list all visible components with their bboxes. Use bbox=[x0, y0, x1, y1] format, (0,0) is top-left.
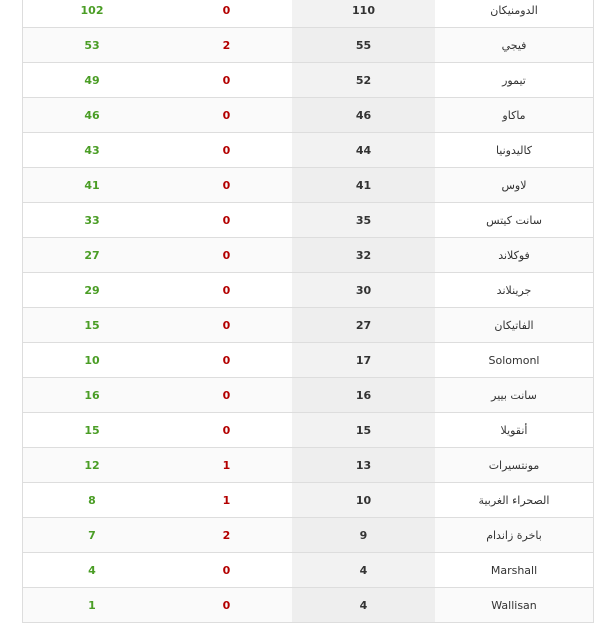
cases-cell: 15 bbox=[292, 413, 435, 447]
deaths-cell: 0 bbox=[222, 73, 231, 87]
table-row bbox=[23, 448, 593, 483]
cases-cell: 32 bbox=[292, 238, 435, 272]
deaths-cell: 2 bbox=[222, 38, 231, 52]
cases-cell: 41 bbox=[292, 168, 435, 202]
country-stats-table bbox=[22, 0, 594, 623]
cases-cell: 46 bbox=[292, 98, 435, 132]
deaths-cell: 0 bbox=[222, 143, 231, 157]
country-cell: الفاتيكان bbox=[494, 318, 534, 332]
country-cell: Wallisan bbox=[491, 598, 537, 612]
deaths-cell: 0 bbox=[222, 388, 231, 402]
table-row bbox=[23, 483, 593, 518]
deaths-cell: 0 bbox=[222, 178, 231, 192]
recovered-cell: 10 bbox=[84, 353, 100, 367]
deaths-cell: 0 bbox=[222, 213, 231, 227]
country-cell: ماكاو bbox=[502, 108, 526, 122]
table-row bbox=[23, 273, 593, 308]
cases-cell: 16 bbox=[292, 378, 435, 412]
table-row bbox=[23, 168, 593, 203]
table-row bbox=[23, 203, 593, 238]
recovered-cell: 43 bbox=[84, 143, 100, 157]
recovered-cell: 46 bbox=[84, 108, 100, 122]
cases-cell: 44 bbox=[292, 133, 435, 167]
table-row bbox=[23, 553, 593, 588]
table-row bbox=[23, 413, 593, 448]
cases-cell: 10 bbox=[292, 483, 435, 517]
recovered-cell: 12 bbox=[84, 458, 100, 472]
recovered-cell: 8 bbox=[88, 493, 96, 507]
recovered-cell: 33 bbox=[84, 213, 100, 227]
deaths-cell: 0 bbox=[222, 248, 231, 262]
recovered-cell: 29 bbox=[84, 283, 100, 297]
deaths-cell: 0 bbox=[222, 318, 231, 332]
table-row bbox=[23, 63, 593, 98]
table-row bbox=[23, 518, 593, 553]
recovered-cell: 1 bbox=[88, 598, 96, 612]
country-cell: فيجي bbox=[501, 38, 527, 52]
deaths-cell: 0 bbox=[222, 283, 231, 297]
cases-cell: 4 bbox=[292, 553, 435, 587]
recovered-cell: 102 bbox=[80, 3, 104, 17]
table-row bbox=[23, 588, 593, 623]
deaths-cell: 1 bbox=[222, 493, 231, 507]
deaths-cell: 0 bbox=[222, 108, 231, 122]
table-row bbox=[23, 378, 593, 413]
country-cell: سانت بيير bbox=[491, 388, 537, 402]
cases-cell: 30 bbox=[292, 273, 435, 307]
country-cell: فوكلاند bbox=[498, 248, 530, 262]
cases-cell: 9 bbox=[292, 518, 435, 552]
cases-cell: 110 bbox=[292, 0, 435, 27]
recovered-cell: 15 bbox=[84, 318, 100, 332]
recovered-cell: 53 bbox=[84, 38, 100, 52]
country-cell: الصحراء الغربية bbox=[478, 493, 550, 507]
cases-cell: 35 bbox=[292, 203, 435, 237]
cases-cell: 27 bbox=[292, 308, 435, 342]
country-cell: تيمور bbox=[502, 73, 526, 87]
recovered-cell: 49 bbox=[84, 73, 100, 87]
table-row bbox=[23, 308, 593, 343]
deaths-cell: 0 bbox=[222, 353, 231, 367]
cases-cell: 52 bbox=[292, 63, 435, 97]
deaths-cell: 0 bbox=[222, 3, 231, 17]
recovered-cell: 7 bbox=[88, 528, 96, 542]
country-cell: أنقويلا bbox=[500, 423, 528, 437]
table-row bbox=[23, 98, 593, 133]
deaths-cell: 0 bbox=[222, 598, 231, 612]
table-row bbox=[23, 238, 593, 273]
country-cell: جرينلاند bbox=[496, 283, 532, 297]
cases-cell: 13 bbox=[292, 448, 435, 482]
deaths-cell: 0 bbox=[222, 563, 231, 577]
country-cell: لاوس bbox=[501, 178, 527, 192]
deaths-cell: 2 bbox=[222, 528, 231, 542]
recovered-cell: 27 bbox=[84, 248, 100, 262]
cases-cell: 4 bbox=[292, 588, 435, 622]
recovered-cell: 16 bbox=[84, 388, 100, 402]
cases-cell: 17 bbox=[292, 343, 435, 377]
country-cell: باخرة زاندام bbox=[486, 528, 542, 542]
table-row bbox=[23, 28, 593, 63]
country-cell: Marshall bbox=[490, 563, 538, 577]
country-cell: Solomonl bbox=[488, 353, 540, 367]
deaths-cell: 1 bbox=[222, 458, 231, 472]
recovered-cell: 4 bbox=[88, 563, 96, 577]
table-row bbox=[23, 133, 593, 168]
deaths-cell: 0 bbox=[222, 423, 231, 437]
table-row bbox=[23, 0, 593, 28]
country-cell: كاليدونيا bbox=[495, 143, 533, 157]
recovered-cell: 15 bbox=[84, 423, 100, 437]
country-cell: مونتسيرات bbox=[488, 458, 540, 472]
country-cell: سانت كيتس bbox=[486, 213, 542, 227]
country-cell: الدومنيكان bbox=[490, 3, 538, 17]
table-row bbox=[23, 343, 593, 378]
recovered-cell: 41 bbox=[84, 178, 100, 192]
cases-cell: 55 bbox=[292, 28, 435, 62]
